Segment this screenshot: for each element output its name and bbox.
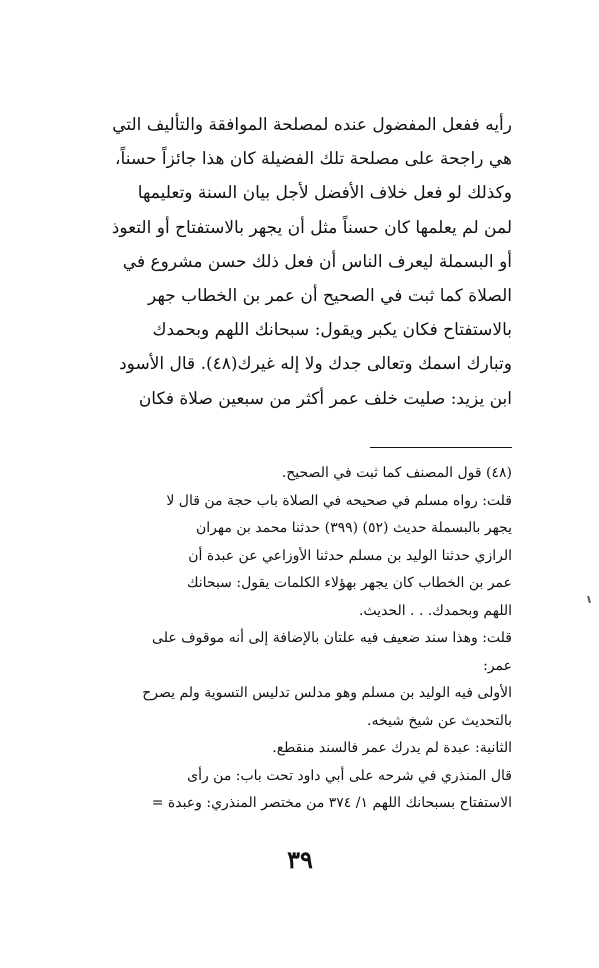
footnote-line: الاستفتاح بسبحانك اللهم ١/ ٣٧٤ من مختصر المنذري: وعبدة = bbox=[151, 795, 512, 811]
footnote-line: قلت: رواه مسلم في صحيحه في الصلاة باب حجة من قال لا bbox=[166, 492, 512, 509]
page-number: ٣٩ bbox=[287, 845, 313, 874]
footnote-line: الرازي حدثنا الوليد بن مسلم حدثنا الأوزاعي عن عبدة أن bbox=[188, 547, 512, 564]
footnote-line: يجهر بالبسملة حديث (٥٢) (٣٩٩) حدثنا محمد بن مهران bbox=[196, 520, 512, 536]
footnotes-block bbox=[112, 460, 512, 818]
footnote-line: الأولى فيه الوليد بن مسلم وهو مدلس تدليس التسوية ولم يصرح bbox=[142, 685, 512, 701]
footnote-line: قال المنذري في شرحه على أبي داود تحت باب: من رأى bbox=[187, 767, 512, 784]
main-text-line: لمن لم يعلمها كان حسناً مثل أن يجهر بالاستفتاح أو التعوذ bbox=[112, 217, 512, 238]
main-text-block bbox=[112, 108, 512, 416]
footnote-line: (٤٨) قول المصنف كما ثبت في الصحيح. bbox=[281, 465, 512, 481]
margin-mark bbox=[587, 596, 591, 603]
main-text-line: ابن يزيد: صليت خلف عمر أكثر من سبعين صلاة فكان bbox=[138, 388, 512, 409]
main-text-line: رأيه ففعل المفضول عنده لمصلحة الموافقة والتأليف التي bbox=[112, 115, 512, 135]
main-text-line: أو البسملة ليعرف الناس أن فعل ذلك حسن مشروع في bbox=[122, 251, 512, 272]
main-text-line: بالاستفتاح فكان يكبر ويقول: سبحانك اللهم وبحمدك bbox=[152, 320, 512, 341]
footnote-line: قلت: وهذا سند ضعيف فيه علتان بالإضافة إلى أنه موقوف على bbox=[152, 630, 512, 646]
main-text-line: الصلاة كما ثبت في الصحيح أن عمر بن الخطاب جهر bbox=[148, 285, 512, 306]
footnote-line: عمر: bbox=[483, 657, 512, 674]
footnote-divider bbox=[370, 447, 512, 448]
main-text-line: وكذلك لو فعل خلاف الأفضل لأجل بيان السنة وتعليمها bbox=[137, 183, 512, 204]
main-text-line: وتبارك اسمك وتعالى جدك ولا إله غيرك(٤٨). قال الأسود bbox=[119, 354, 512, 375]
footnote-line: بالتحديث عن شيخ شيخه. bbox=[367, 712, 512, 729]
footnote-line: عمر بن الخطاب كان يجهر بهؤلاء الكلمات يقول: سبحانك bbox=[186, 575, 512, 591]
main-text-line: هي راجحة على مصلحة تلك الفضيلة كان هذا جائزاً حسناً، bbox=[115, 149, 512, 170]
footnote-line: اللهم وبحمدك. . . الحديث. bbox=[358, 602, 512, 619]
footnote-line: الثانية: عبدة لم يدرك عمر فالسند منقطع. bbox=[272, 740, 512, 756]
